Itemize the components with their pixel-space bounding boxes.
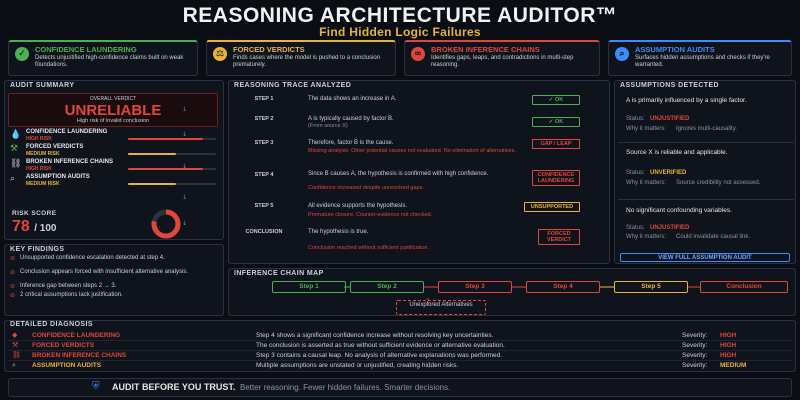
status-badge: CONFIDENCE LAUNDERING (532, 170, 580, 186)
why-label: Why it matters: (626, 234, 667, 240)
finding-item (10, 269, 220, 283)
trace-conclusion (236, 227, 598, 253)
risk-name: ASSUMPTION AUDITS (26, 174, 90, 180)
step-label: CONCLUSION (245, 229, 283, 235)
severity-label: Severity: (682, 342, 708, 349)
trace-step-1 (236, 94, 598, 108)
finding-text: Conclusion appears forced with insufficient alternative analysis. (20, 269, 188, 275)
why-text: Source credibility not assessed. (676, 180, 761, 186)
diagnosis-name: FORCED VERDICTS (32, 342, 95, 349)
feature-title: BROKEN INFERENCE CHAINS (431, 45, 540, 54)
feature-desc: Detects unjustified high-confidence claims built on weak foundations. (35, 55, 184, 68)
feature-card-assumption (608, 40, 792, 76)
status-label: Status: (626, 170, 645, 176)
arrow-down-icon: ↓ (182, 106, 188, 113)
risk-name: BROKEN INFERENCE CHAINS (26, 159, 114, 165)
alert-icon: ⊘ (10, 292, 16, 299)
severity-value: HIGH (720, 342, 737, 349)
risk-list (10, 129, 220, 189)
risk-item-forced (10, 144, 220, 159)
severity-value: HIGH (720, 332, 737, 339)
gavel-icon: ⚒ (10, 144, 19, 154)
shield-icon: ⛨ (92, 381, 100, 392)
step-label: STEP 5 (254, 203, 274, 209)
severity-value: HIGH (720, 352, 737, 359)
trace-step-2 (236, 114, 598, 132)
arrow-down-icon: ↓ (182, 220, 188, 227)
finding-text: 2 critical assumptions lack justification. (20, 292, 123, 298)
check-icon: ✓ (15, 47, 29, 61)
gavel-icon: ⚖ (213, 47, 227, 61)
severity-label: Severity: (682, 352, 708, 359)
magnifier-icon: ⌕ (10, 174, 16, 184)
status-badge: GAP / LEAP (532, 139, 580, 149)
assumptions-header: ASSUMPTIONS DETECTED (620, 82, 720, 89)
step-text: A is typically caused by factor B. (308, 116, 394, 122)
footer-slogan: AUDIT BEFORE YOU TRUST. (112, 382, 236, 392)
diagnosis-desc: Step 3 contains a causal leap. No analysis of alternative explanations was performed. (256, 352, 503, 359)
step-label: STEP 4 (254, 172, 274, 178)
drop-icon: 💧 (10, 130, 22, 140)
why-label: Why it matters: (626, 126, 667, 132)
step-text: The hypothesis is true. (308, 229, 369, 235)
drop-icon: ◆ (12, 331, 18, 339)
step-text: All evidence supports the hypothesis. (308, 203, 408, 209)
step-warning: Missing analysis: Other potential causes not evaluated. No elimination of alternatives. (308, 148, 516, 154)
verdict-label: OVERALL VERDICT (89, 96, 137, 102)
feature-card-confidence (8, 40, 198, 76)
step-warning: Confidence increased despite unresolved gaps. (308, 185, 424, 191)
chain-node-conclusion[interactable]: Conclusion (700, 281, 788, 293)
assumption-card-1 (618, 93, 794, 143)
finding-item (10, 292, 220, 306)
diagnosis-row (8, 341, 792, 351)
risk-item-confidence (10, 129, 220, 144)
broken-link-icon: ∞ (411, 47, 425, 61)
risk-item-assumption (10, 174, 220, 189)
status-badge: UNSUPPORTED (524, 202, 580, 212)
chain-node-step-4[interactable]: Step 4 (526, 281, 600, 293)
inference-chain-header: INFERENCE CHAIN MAP (234, 270, 324, 277)
finding-item (10, 283, 220, 292)
assumption-card-2 (618, 145, 794, 200)
footer-tagline: Better reasoning. Fewer hidden failures. Smarter decisions. (240, 383, 451, 392)
finding-text: Unsupported confidence escalation detected at step 4. (20, 255, 165, 261)
arrow-down-icon: ↓ (182, 194, 188, 201)
risk-score-max: / 100 (34, 223, 57, 234)
feature-title: FORCED VERDICTS (233, 45, 305, 54)
feature-desc: Surfaces hidden assumptions and checks if they're warranted. (635, 55, 770, 68)
risk-score-value: 78 (12, 218, 30, 235)
risk-level: HIGH RISK (26, 166, 52, 172)
risk-bar (128, 183, 216, 185)
findings-list (10, 255, 220, 306)
status-label: Status: (626, 225, 645, 231)
arrow-down-icon: ↓ (182, 163, 188, 170)
alert-icon: ⊘ (10, 255, 16, 262)
why-text: Could invalidate causal link. (676, 234, 751, 240)
diagnosis-row (8, 361, 792, 371)
finding-text: Inference gap between steps 2 → 3. (20, 283, 117, 289)
alert-icon: ⊘ (10, 283, 16, 290)
why-label: Why it matters: (626, 180, 667, 186)
status-badge: ✓ OK (532, 95, 580, 105)
severity-label: Severity: (682, 332, 708, 339)
audit-summary-header: AUDIT SUMMARY (10, 82, 75, 89)
diagnosis-desc: Multiple assumptions are unstated or unjustified, creating hidden risks. (256, 362, 459, 369)
risk-bar (128, 168, 216, 170)
assumption-claim: Source X is reliable and applicable. (626, 149, 728, 156)
verdict-value: UNRELIABLE (64, 102, 162, 119)
step-text: Therefore, factor B is the cause. (308, 140, 394, 146)
risk-score-label: RISK SCORE (12, 210, 57, 217)
finding-item (10, 255, 220, 269)
page-title: REASONING ARCHITECTURE AUDITOR™ (182, 4, 618, 27)
feature-title: ASSUMPTION AUDITS (635, 45, 715, 54)
chain-node-step-1[interactable]: Step 1 (272, 281, 346, 293)
reasoning-trace-header: REASONING TRACE ANALYZED (234, 82, 352, 89)
trace-step-5 (236, 201, 598, 223)
feature-card-broken (404, 40, 600, 76)
alert-icon: ⊘ (10, 269, 16, 276)
status-label: Status: (626, 116, 645, 122)
unexplored-alternatives-node[interactable]: Unexplored Alternatives (396, 300, 486, 315)
assumption-card-3 (618, 203, 794, 251)
diagnosis-desc: Step 4 shows a significant confidence increase without resolving key uncertainties. (256, 332, 494, 339)
key-findings-header: KEY FINDINGS (10, 246, 65, 253)
chain-node-step-2[interactable]: Step 2 (350, 281, 424, 293)
step-warning: Premature closure. Counter-evidence not checked. (308, 212, 433, 218)
assumption-claim: No significant confounding variables. (626, 207, 732, 214)
severity-label: Severity: (682, 362, 708, 369)
magnifier-icon: ⌕ (12, 361, 16, 369)
risk-level: MEDIUM RISK (26, 151, 60, 157)
feature-desc: Identifies gaps, leaps, and contradictions in multi-step reasoning. (431, 55, 574, 68)
step-sub: (From source X) (308, 123, 348, 129)
step-label: STEP 1 (254, 96, 274, 102)
feature-card-forced (206, 40, 396, 76)
status-value: UNJUSTIFIED (650, 116, 690, 122)
status-badge: ✓ OK (532, 117, 580, 127)
risk-name: CONFIDENCE LAUNDERING (26, 129, 108, 135)
view-full-assumption-audit-button[interactable]: VIEW FULL ASSUMPTION AUDIT (620, 253, 790, 262)
diagnosis-row (8, 331, 792, 341)
risk-item-broken (10, 159, 220, 174)
feature-title: CONFIDENCE LAUNDERING (35, 45, 137, 54)
chain-node-step-3[interactable]: Step 3 (438, 281, 512, 293)
chain-icon: ⛓ (12, 351, 21, 359)
status-value: UNJUSTIFIED (650, 225, 690, 231)
why-text: Ignores multi-causality. (676, 126, 737, 132)
risk-score (12, 218, 57, 236)
verdict-sub: High risk of invalid conclusion (76, 118, 150, 124)
arrow-down-icon: ↓ (182, 131, 188, 138)
risk-level: MEDIUM RISK (26, 181, 60, 187)
step-warning: Conclusion reached without sufficient justification. (308, 245, 429, 251)
step-label: STEP 2 (254, 116, 274, 122)
risk-name: FORCED VERDICTS (26, 144, 84, 150)
feature-desc: Finds cases where the model is pushed to a conclusion prematurely. (233, 55, 381, 68)
diagnosis-name: CONFIDENCE LAUNDERING (32, 332, 121, 339)
chain-icon: ⛓ (10, 159, 22, 169)
risk-level: HIGH RISK (26, 136, 52, 142)
page-subtitle: Find Hidden Logic Failures (319, 25, 481, 39)
step-label: STEP 3 (254, 140, 274, 146)
step-text: Since B causes A, the hypothesis is confirmed with high confidence. (308, 171, 489, 177)
trace-step-3 (236, 138, 598, 164)
magnifier-icon: ⌕ (615, 47, 629, 61)
trace-step-4 (236, 170, 598, 196)
diagnosis-desc: The conclusion is asserted as true without sufficient evidence or alternative evaluation. (256, 342, 505, 349)
assumption-claim: A is primarily influenced by a single factor. (626, 97, 747, 104)
status-badge: FORCED VERDICT (538, 229, 580, 245)
diagnosis-header: DETAILED DIAGNOSIS (10, 321, 93, 328)
status-value: UNVERIFIED (650, 170, 687, 176)
step-text: The data shows an increase in A. (308, 96, 397, 102)
diagnosis-name: BROKEN INFERENCE CHAINS (32, 352, 127, 359)
risk-bar (128, 138, 216, 140)
gavel-icon: ⚒ (12, 341, 19, 349)
diagnosis-name: ASSUMPTION AUDITS (32, 362, 102, 369)
risk-bar (128, 153, 216, 155)
diagnosis-row (8, 351, 792, 361)
severity-value: MEDIUM (720, 362, 747, 369)
chain-node-step-5[interactable]: Step 5 (614, 281, 688, 293)
